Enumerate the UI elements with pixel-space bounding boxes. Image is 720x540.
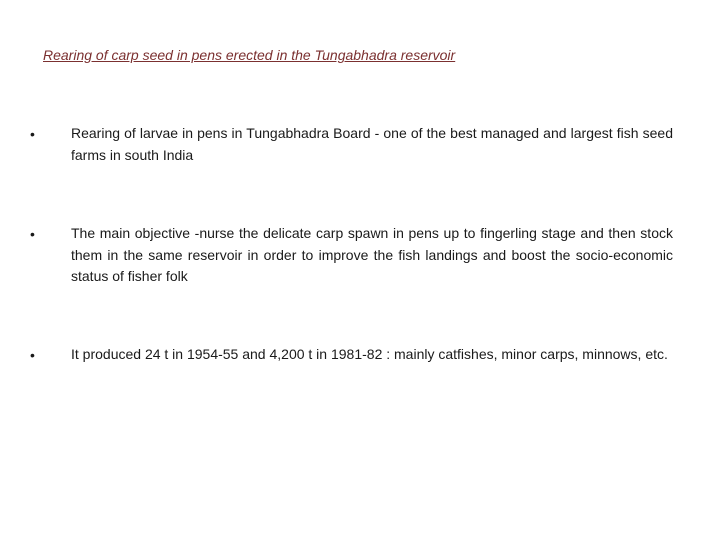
bullet-marker: • [30,126,35,142]
bullet-marker: • [30,347,35,363]
slide-title: Rearing of carp seed in pens erected in the Tungabhadra reservoir [43,47,456,63]
bullet-marker: • [30,226,35,242]
bullet-text: Rearing of larvae in pens in Tungabhadra Board - one of the best managed and largest fish seed farms in south India [71,125,673,163]
bullet-text: The main objective -nurse the delicate carp spawn in pens up to fingerling stage and then stock them in the same reservoir in order to improve the fish landings and boost the socio-economic status of fisher folk [71,225,673,284]
bullet-text: It produced 24 t in 1954-55 and 4,200 t in 1981-82 : mainly catfishes, minor carps, minnows, etc. [71,346,668,362]
